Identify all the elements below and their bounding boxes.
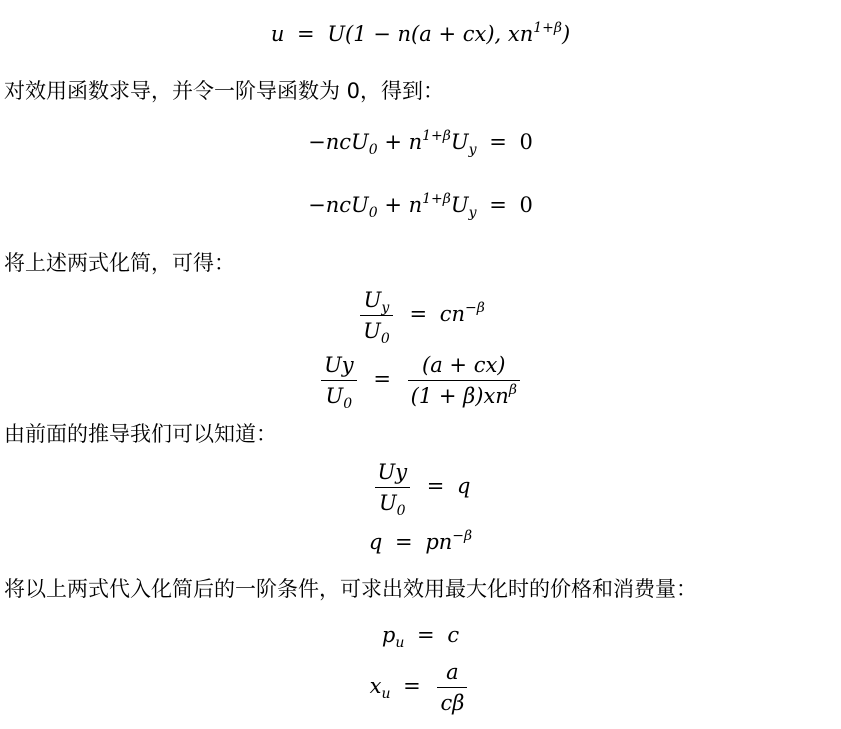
foc2-result: 0 xyxy=(519,193,533,217)
ratio-equation-2 xyxy=(0,350,841,411)
foc1-left: −ncU xyxy=(308,130,369,154)
ratio3-denominator: $U_0$ xyxy=(378,491,406,519)
xu-lhs: x xyxy=(369,674,382,698)
utility-exponent: 1+β xyxy=(533,20,562,36)
first-order-condition-2 xyxy=(0,191,841,221)
foc2-sub-y: y xyxy=(468,205,477,221)
foc1-sub-0: 0 xyxy=(368,142,378,158)
ratio-equation-1 xyxy=(0,285,841,346)
paragraph-previous: 由前面的推导我们可以知道： xyxy=(4,422,277,446)
ratio2-lhs-denominator: $U_0$ xyxy=(325,384,353,412)
ratio2-rhs-denominator: $(1 + \beta)xn^\beta$ xyxy=(410,382,517,408)
xu-sub: u xyxy=(381,686,391,702)
xu-numerator: a xyxy=(437,657,467,688)
first-order-condition-1 xyxy=(0,128,841,158)
paragraph-simplify: 将上述两式化简，可得： xyxy=(4,251,235,275)
equals-sign: = xyxy=(426,474,445,498)
pu-sub: u xyxy=(395,635,405,651)
equals-sign: = xyxy=(403,674,421,698)
foc2-mid: + n xyxy=(377,193,423,217)
ratio1-rhs: cn xyxy=(439,302,466,326)
equals-sign: = xyxy=(489,193,507,217)
ratio3-numerator: Uy xyxy=(375,457,411,488)
ratio3-rhs: q xyxy=(457,474,471,498)
ratio2-lhs-numerator: Uy xyxy=(321,350,357,381)
utility-rhs: U(1 − n(a + cx), xn xyxy=(327,22,534,46)
pu-rhs: c xyxy=(447,623,460,647)
ratio1-fraction xyxy=(360,285,393,346)
ratio1-numerator: $U_y$ xyxy=(360,285,393,316)
ratio1-denominator: $U_0$ xyxy=(363,319,390,347)
ratio2-rhs-fraction xyxy=(408,350,520,411)
price-equation xyxy=(0,530,841,554)
foc1-right: U xyxy=(450,130,469,154)
foc1-mid: + n xyxy=(377,130,423,154)
ratio2-lhs-fraction xyxy=(321,350,357,411)
paragraph-derivative: 对效用函数求导，并令一阶导函数为 0，得到： xyxy=(4,79,445,103)
optimal-quantity-equation xyxy=(0,657,841,718)
foc1-exp: 1+β xyxy=(422,128,451,144)
equals-sign: = xyxy=(373,367,391,391)
q-lhs: q xyxy=(368,530,383,554)
equals-sign: = xyxy=(417,623,435,647)
equals-sign: = xyxy=(395,530,413,554)
equals-sign: = xyxy=(409,302,428,326)
equals-sign: = xyxy=(297,22,315,46)
paragraph-substitute: 将以上两式代入化简后的一阶条件，可求出效用最大化时的价格和消费量： xyxy=(4,577,697,601)
pu-lhs: p xyxy=(381,623,396,647)
ratio1-exp: −β xyxy=(465,300,485,316)
foc2-right: U xyxy=(450,193,469,217)
foc2-exp: 1+β xyxy=(422,191,451,207)
foc1-result: 0 xyxy=(519,130,533,154)
utility-rhs-close: ) xyxy=(561,22,571,46)
ratio2-rhs-numerator: (a + cx) xyxy=(408,350,520,381)
foc2-left: −ncU xyxy=(308,193,369,217)
foc1-sub-y: y xyxy=(468,142,477,158)
q-exp: −β xyxy=(452,528,473,544)
utility-function-equation xyxy=(0,22,841,46)
ratio3-fraction xyxy=(375,457,411,518)
ratio-equation-3 xyxy=(0,457,841,518)
optimal-price-equation xyxy=(0,623,841,651)
q-rhs: pn xyxy=(425,530,453,554)
xu-denominator: cβ xyxy=(440,691,465,715)
utility-lhs: u xyxy=(270,22,285,46)
foc2-sub-0: 0 xyxy=(368,205,378,221)
xu-fraction xyxy=(437,657,467,718)
equals-sign: = xyxy=(489,130,507,154)
